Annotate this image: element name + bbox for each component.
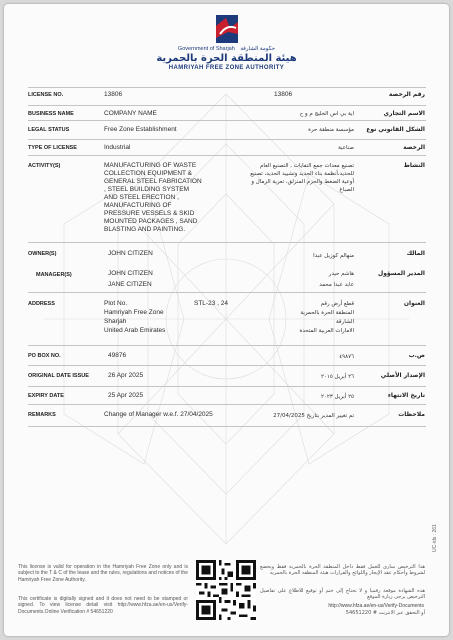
footer-verify-url: http://www.hfza.ae/en-us/Verify-Documents (328, 603, 424, 609)
row-divider (28, 87, 426, 88)
license-no-label: LICENSE NO. (28, 92, 64, 98)
expiry-date-label: EXPIRY DATE (28, 393, 64, 399)
row-divider (28, 139, 426, 140)
footer-digital-sign-note-ar: هذه الشهادة موقعة رقميا و لا تحتاج إلى ختم أو توقيع للاطلاع على تفاصيل الترخيص يرجى زيارة الموقع (260, 588, 425, 601)
row-divider (28, 120, 426, 121)
footer-validity-note: This license is valid for operation in the Hamriyah Free Zone only and is subject to the T & C of the lease and the rules, regulations and notices of the Hamriyah Free Zone Authority. (18, 564, 188, 583)
license-no-label-ar: رقم الرخصة (388, 91, 425, 98)
expiry-date-label-ar: تاريخ الانتهاء (387, 392, 425, 399)
address-line-ar: قطع أرض رقم (320, 301, 354, 307)
owner-name: JOHN CITIZEN (108, 250, 153, 257)
original-date-value-ar: ٢٦ أبريل ٢٠١٥ (320, 374, 354, 380)
row-divider (28, 386, 426, 387)
government-line (4, 46, 449, 52)
document-side-code: UC-ids : 261 (432, 524, 438, 552)
po-box-label: PO BOX NO. (28, 353, 61, 359)
authority-header (4, 14, 449, 71)
address-line-ar: المنطقة الحرة بالحمرية (300, 310, 354, 316)
row-divider (28, 292, 426, 293)
owners-label: OWNER(S) (28, 251, 57, 257)
license-document (4, 4, 449, 636)
gov-en: Government of Sharjah (177, 46, 235, 52)
manager-name: JOHN CITIZEN (108, 270, 153, 277)
gov-ar: حكومة الشارقة (240, 46, 276, 52)
authority-name-ar: هيئة المنطقة الحرة بالحمرية (156, 53, 297, 64)
address-label: ADDRESS (28, 301, 55, 307)
manager-name: JANE CITIZEN (108, 281, 152, 288)
remarks-value: Change of Manager w.e.f. 27/04/2025 (104, 411, 213, 418)
activities-value-ar: تصنيع معدات جمع النفايات , التصنيع العام للحديد،أنظمة بناء الحديد وتشييد الحديد، تصنيع أوعية الضغط والحزم المنزلق، تعرية الرمال و الصباغ (250, 163, 354, 193)
activities-label-ar: النشاط (403, 162, 425, 169)
remarks-label-ar: ملاحظات (398, 411, 425, 418)
legal-status-value-ar: مؤسسة منطقة حرة (308, 127, 354, 133)
footer-digital-sign-note: This certificate is digitally signed and it does not need to be stamped or signed. To view license detail visit http://www.hfza.ae/en-us/Verify-Documents.Online Verification # 54651220 (18, 596, 188, 615)
expiry-date-value: 25 Apr 2025 (108, 392, 144, 399)
business-name-value-ar: اية بي اس الخليج م و ح (299, 111, 354, 117)
managers-label: MANAGER(S) (36, 272, 72, 278)
address-line: Hamriyah Free Zone (104, 309, 164, 316)
row-divider (28, 155, 426, 156)
original-date-value: 26 Apr 2025 (108, 372, 144, 379)
managers-label-ar: المدير المسؤول (377, 270, 425, 277)
authority-name-en: HAMRIYAH FREE ZONE AUTHORITY (168, 65, 285, 71)
original-date-label: ORIGINAL DATE ISSUE (28, 373, 89, 379)
license-type-label-ar: الرخصة (403, 144, 425, 151)
license-type-label: TYPE OF LICENSE (28, 145, 77, 151)
address-label-ar: العنوان (403, 300, 425, 307)
activities-value: MANUFACTURING OF WASTE COLLECTION EQUIPMENT & GENERAL STEEL FABRICATION , STEEL BUILDING SYSTEM AND STEEL ERECTION , MANUFACTURING OF PRESSURE VESSELS & SKID MOUNTED PACKAGES , SAND BLASTING AND PAINTING. (104, 162, 202, 233)
license-no-value: 13806 (104, 91, 123, 98)
license-type-value-ar: صناعية (338, 145, 354, 151)
business-name-value: COMPANY NAME (104, 110, 157, 117)
row-divider (28, 365, 426, 366)
address-line: Sharjah (104, 318, 127, 325)
footer-validity-note-ar: هذا الترخيص سارى للعمل فقط داخل المنطقة الحرة بالحمرية فقط ويخضع لشروط وأحكام عقد الإيجار واللوائح والقرارات هيئة المنطقة الحرة بالحمرية (260, 564, 425, 577)
owners-label-ar: المالك (406, 250, 425, 257)
address-line: Plot No. (104, 300, 128, 307)
row-divider (28, 404, 426, 405)
business-name-label-ar: الاسم التجاري (383, 110, 425, 117)
po-box-value: 49876 (108, 352, 127, 359)
po-box-label-ar: ص.ب (408, 352, 425, 359)
owner-name-ar: منهالم كوزيل عبدا (313, 253, 354, 259)
row-divider (28, 242, 426, 243)
qr-code (196, 560, 256, 620)
manager-name-ar: عابد عبدا محمد (319, 282, 354, 288)
license-type-value: Industrial (104, 144, 131, 151)
activities-label: ACTIVITY(S) (28, 163, 61, 169)
hfza-logo-icon (214, 14, 240, 44)
remarks-value-ar: تم تغيير المدير بتاريخ 27/04/2025 (273, 413, 354, 419)
legal-status-label-ar: الشكل القانوني نوع (366, 126, 425, 133)
address-line: United Arab Emirates (104, 327, 166, 334)
legal-status-value: Free Zone Establishment (104, 126, 177, 133)
row-divider (28, 345, 426, 346)
original-date-label-ar: الإصدار الأصلي (380, 372, 425, 379)
address-line-ar: الامارات العربية المتحدة (299, 328, 354, 334)
business-name-label: BUSINESS NAME (28, 111, 74, 117)
manager-name-ar: هاشم حيدر (328, 271, 354, 277)
plot-number: STL-23 , 24 (194, 300, 228, 307)
row-divider (28, 105, 426, 106)
footer-verify-number-ar: أو التحقق عبر الانترنت # 54651220 (345, 610, 425, 616)
row-divider (28, 426, 426, 427)
legal-status-label: LEGAL STATUS (28, 127, 70, 133)
license-no-value-ar: 13806 (274, 91, 293, 98)
po-box-value-ar: ٤٩٨٧٦ (339, 354, 354, 360)
remarks-label: REMARKS (28, 412, 56, 418)
expiry-date-value-ar: ٢٥ أبريل ٢٠٢٣ (320, 394, 354, 400)
address-line-ar: الشارقة (335, 319, 354, 325)
